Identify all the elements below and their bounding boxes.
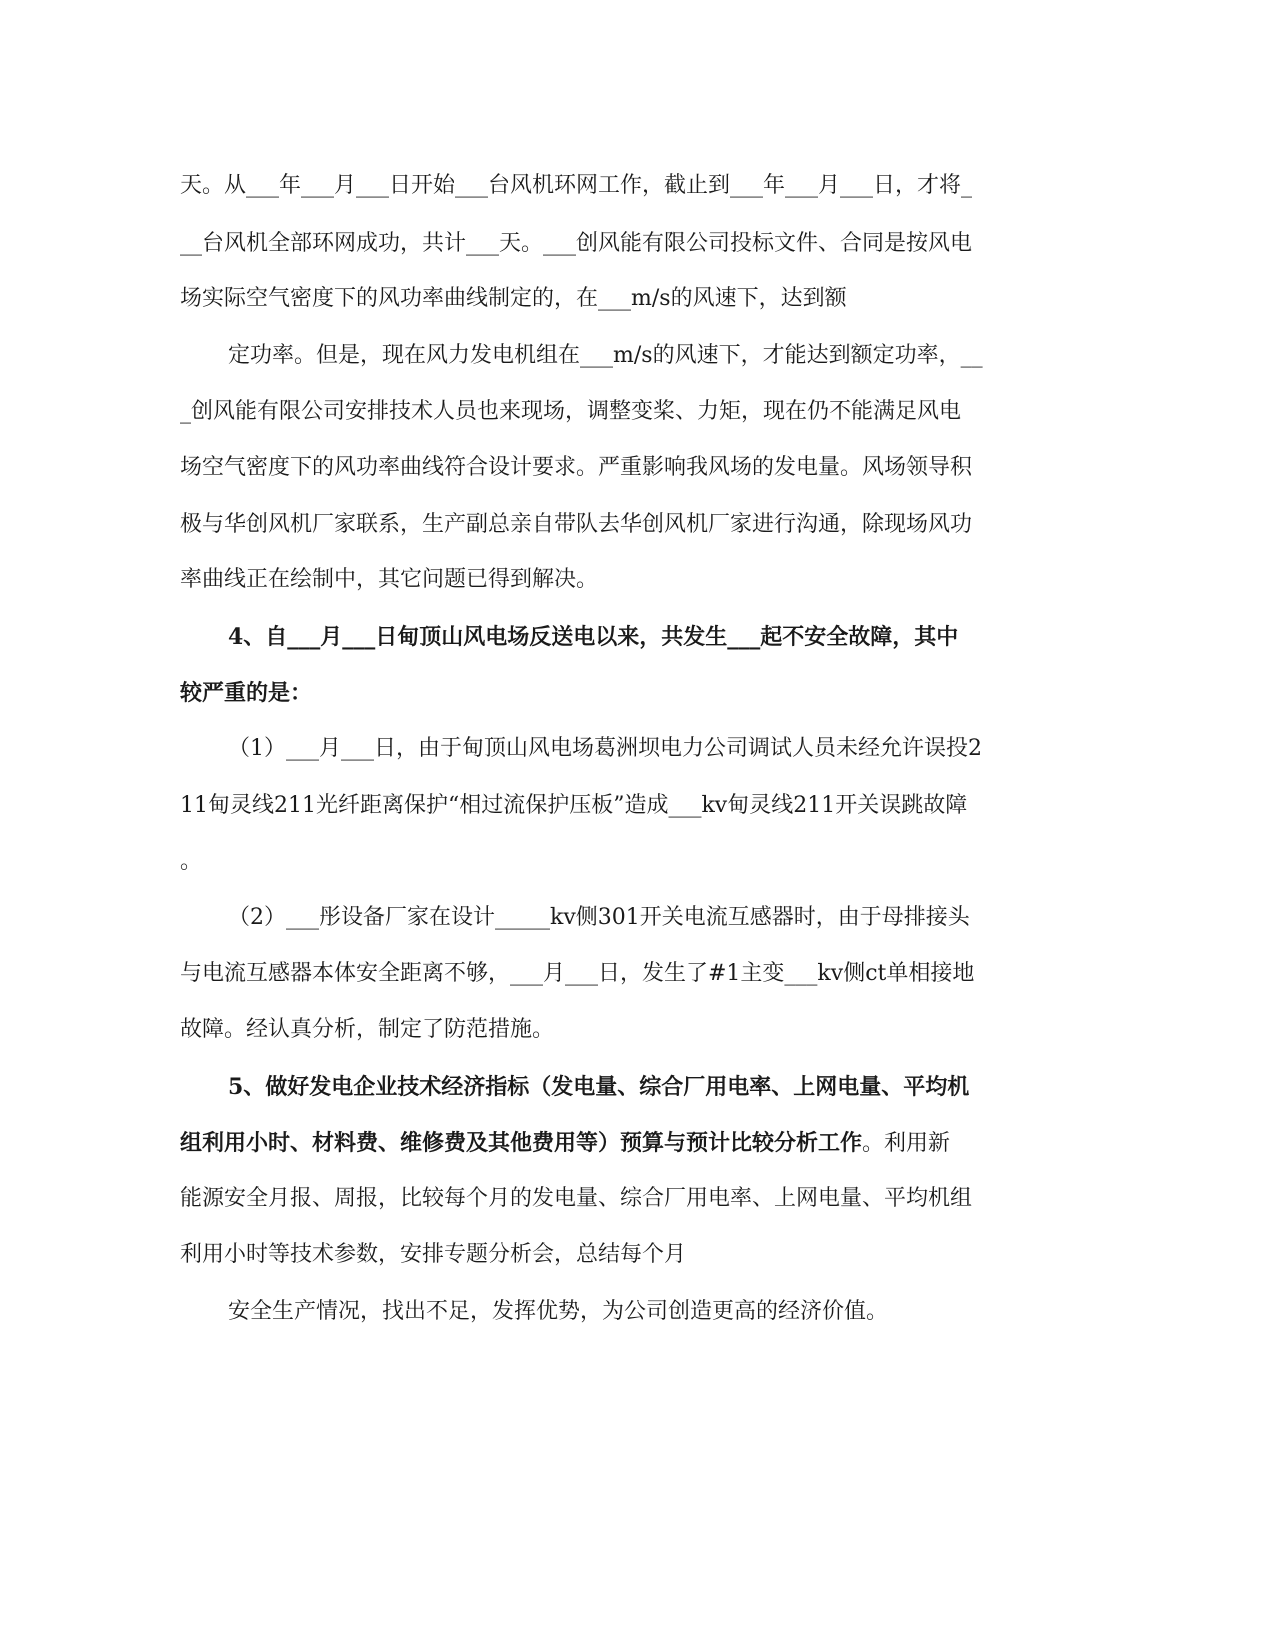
- section-heading-4: 4、自___月___日甸顶山风电场反送电以来，共发生___起不安全故障，其中: [228, 624, 959, 650]
- list-item-2-cont: 与电流互感器本体安全距离不够，___月___日，发生了#1主变___kv侧ct单相接地: [180, 961, 975, 986]
- list-item-1-end: 。: [180, 849, 203, 874]
- section-heading-5: 5、做好发电企业技术经济指标（发电量、综合厂用电率、上网电量、平均机: [228, 1074, 970, 1100]
- paragraph-line: _创风能有限公司安排技术人员也来现场，调整变桨、力矩，现在仍不能满足风电: [180, 399, 962, 424]
- paragraph-line: 场空气密度下的风功率曲线符合设计要求。严重影响我风场的发电量。风场领导积: [180, 455, 973, 480]
- paragraph-line: __台风机全部环网成功，共计___天。___创风能有限公司投标文件、合同是按风电: [180, 231, 973, 256]
- section-5-text: 。利用新: [862, 1131, 951, 1156]
- paragraph-line: 场实际空气密度下的风功率曲线制定的，在___m/s的风速下，达到额: [180, 286, 847, 311]
- section-heading-5-cont: [180, 1128, 950, 1159]
- section-heading-5-bold: 组利用小时、材料费、维修费及其他费用等）预算与预计比较分析工作: [180, 1130, 863, 1156]
- paragraph-line: 天。从___年___月___日开始___台风机环网工作，截止到___年___月___日，才将_: [180, 173, 973, 198]
- list-item-2: （2）___彤设备厂家在设计_____kv侧301开关电流互感器时，由于母排接头: [228, 905, 970, 930]
- paragraph-line: 率曲线正在绘制中，其它问题已得到解决。: [180, 567, 599, 592]
- list-item-1-cont: 11甸灵线211光纤距离保护“相过流保护压板”造成___kv甸灵线211开关误跳故障: [180, 793, 968, 818]
- paragraph-line: 极与华创风机厂家联系，生产副总亲自带队去华创风机厂家进行沟通，除现场风功: [180, 512, 973, 537]
- paragraph-line: 能源安全月报、周报，比较每个月的发电量、综合厂用电率、上网电量、平均机组: [180, 1186, 973, 1211]
- list-item-2-end: 故障。经认真分析，制定了防范措施。: [180, 1017, 555, 1042]
- paragraph-line: 利用小时等技术参数，安排专题分析会，总结每个月: [180, 1242, 687, 1267]
- paragraph-line: 定功率。但是，现在风力发电机组在___m/s的风速下，才能达到额定功率，__: [228, 343, 983, 368]
- list-item-1: （1）___月___日，由于甸顶山风电场葛洲坝电力公司调试人员未经允许误投2: [228, 736, 982, 761]
- section-heading-4-cont: 较严重的是：: [180, 680, 313, 706]
- paragraph-line: 安全生产情况，找出不足，发挥优势，为公司创造更高的经济价值。: [228, 1299, 889, 1324]
